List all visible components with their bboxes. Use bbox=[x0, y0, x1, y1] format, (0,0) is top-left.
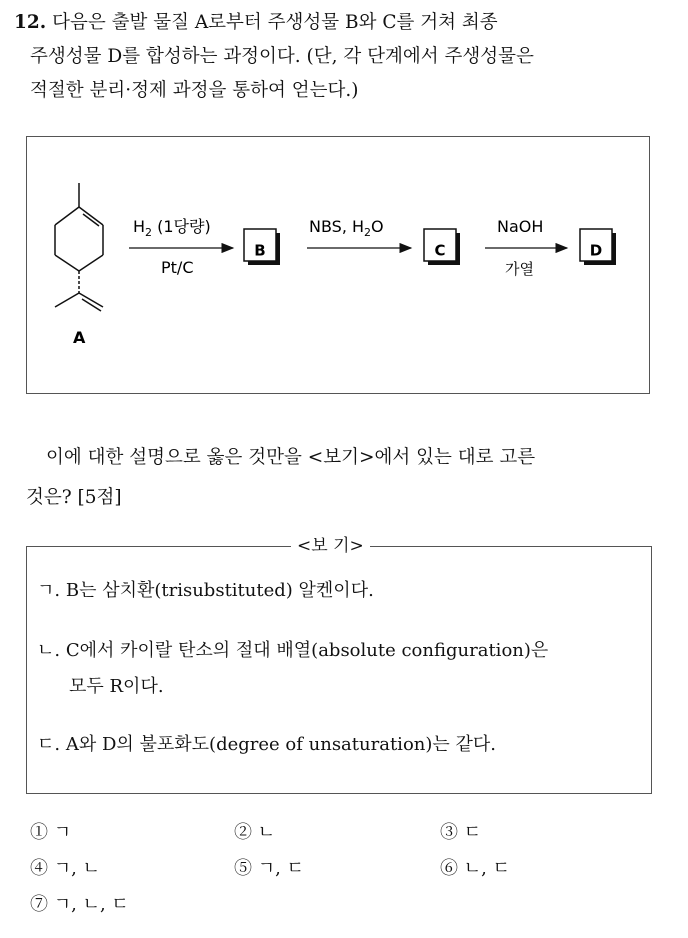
choice-3[interactable] bbox=[440, 818, 481, 844]
bogi-item-2-text: C에서 카이랄 탄소의 절대 배열(absolute configuration)은 bbox=[65, 640, 549, 661]
bogi-item-1-text: B는 삼치환(trisubstituted) 알켄이다. bbox=[65, 580, 374, 601]
choice-2[interactable] bbox=[234, 818, 275, 844]
question-line-2: 주생성물 D를 합성하는 과정이다. (단, 각 단계에서 주생성물은 bbox=[30, 46, 534, 67]
bogi-item-2 bbox=[37, 633, 641, 705]
bogi-title: <보 기> bbox=[291, 535, 370, 557]
choice-row-3 bbox=[30, 890, 670, 926]
choice-1[interactable] bbox=[30, 818, 71, 844]
bogi-item-3-text: A와 D의 불포화도(degree of unsaturation)는 같다. bbox=[65, 734, 496, 755]
question-stem bbox=[14, 6, 674, 108]
product-b-label: B bbox=[254, 241, 266, 260]
choice-4-number: ④ bbox=[30, 858, 48, 879]
choice-3-text: ㄷ bbox=[463, 822, 482, 843]
step1-reagent-rest: (1당량) bbox=[152, 217, 211, 236]
reaction-scheme-box bbox=[26, 136, 650, 394]
molecule-a-label: A bbox=[73, 328, 86, 347]
molecule-a-structure bbox=[55, 183, 103, 311]
choice-4-text: ㄱ, ㄴ bbox=[53, 858, 100, 879]
prompt-line-1: 이에 대한 설명으로 옳은 것만을 <보기>에서 있는 대로 고른 bbox=[46, 447, 536, 468]
step1-reagent-sub: 2 bbox=[145, 226, 153, 239]
step2-reagent-pre: NBS, H bbox=[309, 217, 365, 236]
answer-choices bbox=[30, 818, 670, 926]
product-c-label: C bbox=[434, 241, 446, 260]
bogi-item-3 bbox=[37, 727, 641, 763]
choice-2-text: ㄴ bbox=[257, 822, 276, 843]
bogi-item-3-marker: ㄷ. bbox=[37, 734, 61, 755]
step2-reagent-post: O bbox=[371, 217, 384, 236]
choice-row-2 bbox=[30, 854, 670, 890]
bogi-item-2-continuation: 모두 R이다. bbox=[69, 676, 164, 697]
choice-7[interactable] bbox=[30, 890, 129, 916]
choice-5-text: ㄱ, ㄷ bbox=[257, 858, 304, 879]
product-d-label: D bbox=[589, 241, 603, 260]
question-number: 12. bbox=[14, 12, 47, 33]
reaction-scheme bbox=[27, 137, 651, 395]
choice-3-number: ③ bbox=[440, 822, 458, 843]
choice-2-number: ② bbox=[234, 822, 252, 843]
choice-6-number: ⑥ bbox=[440, 858, 458, 879]
prompt-line-2: 것은? [5점] bbox=[26, 487, 122, 508]
choice-4[interactable] bbox=[30, 854, 100, 880]
product-d-box bbox=[580, 229, 616, 265]
step2-reagent-sub: 2 bbox=[364, 226, 372, 239]
step1-reagent bbox=[133, 217, 211, 239]
choice-6[interactable] bbox=[440, 854, 510, 880]
choice-1-text: ㄱ bbox=[53, 822, 72, 843]
product-b-box bbox=[244, 229, 280, 265]
choice-7-text: ㄱ, ㄴ, ㄷ bbox=[53, 894, 129, 915]
step2-reagent bbox=[309, 217, 384, 239]
bogi-item-2-marker: ㄴ. bbox=[37, 640, 61, 661]
question-prompt bbox=[26, 438, 652, 518]
choice-6-text: ㄴ, ㄷ bbox=[463, 858, 510, 879]
choice-5[interactable] bbox=[234, 854, 304, 880]
step1-reagent-main: H bbox=[133, 217, 146, 236]
question-line-3: 적절한 분리·정제 과정을 통하여 얻는다.) bbox=[30, 80, 359, 101]
bogi-item-1 bbox=[37, 573, 641, 609]
question-line-1 bbox=[14, 6, 674, 40]
step3-condition: 가열 bbox=[505, 260, 534, 278]
bogi-box bbox=[26, 536, 652, 794]
choice-7-number: ⑦ bbox=[30, 894, 48, 915]
step3-reagent: NaOH bbox=[497, 217, 544, 236]
choice-1-number: ① bbox=[30, 822, 48, 843]
choice-5-number: ⑤ bbox=[234, 858, 252, 879]
question-text-1: 다음은 출발 물질 A로부터 주생성물 B와 C를 거쳐 최종 bbox=[52, 12, 498, 33]
product-c-box bbox=[424, 229, 460, 265]
bogi-item-1-marker: ㄱ. bbox=[37, 580, 61, 601]
choice-row-1 bbox=[30, 818, 670, 854]
step1-catalyst: Pt/C bbox=[161, 258, 194, 277]
